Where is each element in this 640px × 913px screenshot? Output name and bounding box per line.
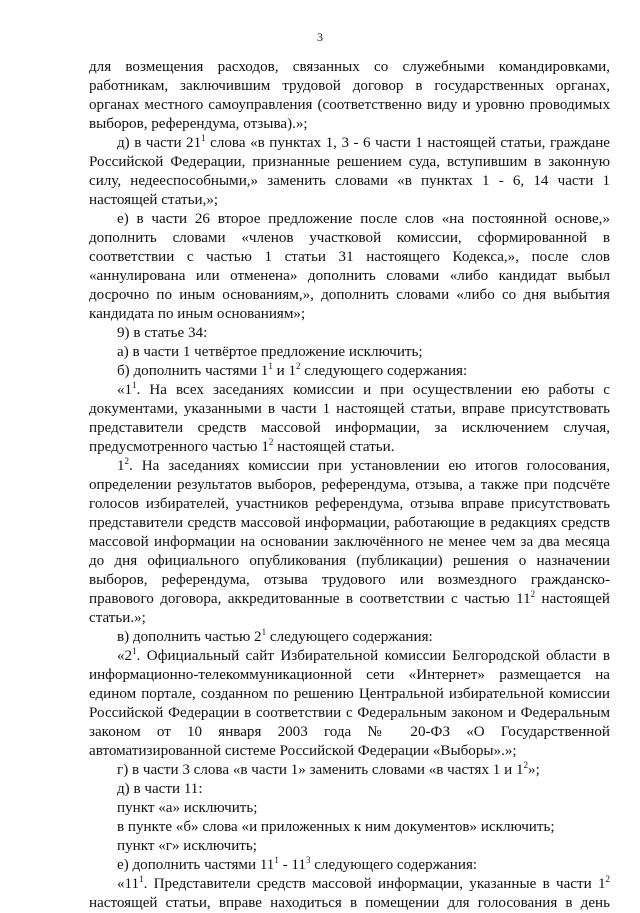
paragraph-item-d: [89, 134, 610, 210]
text-run: . Официальный сайт Избирательной комиссии Белгородской области в информационно-телекоммуникационной сети «Интернет» размещается на едином портале, созданном по решению Центральной избирательной комиссии Российской Федерации в соответствии с Федеральным законом и Федеральным законом от 10 января 2003 года № 20-ФЗ «О Государственной автоматизированной системе Российской Федерации «Выборы».»;: [89, 648, 610, 759]
text-run: »;: [528, 762, 540, 778]
text-run: пункт «а» исключить;: [117, 800, 258, 816]
text-run: г) в части 3 слова «в части 1» заменить словами «в частях 1 и 1: [117, 762, 524, 778]
paragraph-part-1-1: [89, 381, 610, 457]
superscript-index: 1: [132, 646, 137, 656]
text-run: настоящей статьи.»;: [89, 591, 611, 626]
text-run: настоящей статьи.: [273, 439, 395, 455]
text-run: следующего содержания:: [300, 363, 468, 379]
text-run: «1: [117, 382, 133, 398]
paragraph-item-b: [89, 362, 610, 381]
paragraph-part-1-2: [89, 457, 610, 628]
superscript-index: 2: [296, 361, 301, 371]
page-number: 3: [317, 30, 323, 44]
paragraph-continuation: [89, 58, 610, 134]
superscript-index: 1: [268, 361, 273, 371]
text-run: следующего содержания:: [310, 857, 478, 873]
text-run: настоящей статьи, вправе находиться в помещении для голосования в день: [89, 895, 610, 911]
superscript-index: 1: [274, 855, 279, 865]
text-run: «2: [117, 648, 133, 664]
superscript-index: 1: [201, 133, 206, 143]
superscript-index: 2: [605, 874, 610, 884]
paragraph-item-a: [89, 343, 610, 362]
superscript-index: 2: [523, 760, 529, 770]
text-run: д) в части 21: [117, 135, 202, 151]
paragraph-item-v: [89, 628, 610, 647]
text-run: . На всех заседаниях комиссии и при осуществлении ею работы с документами, указанными в части 1 настоящей статьи, вправе присутствовать представители средств массовой информации, за исключением случая, предусмотренного частью 1: [89, 382, 610, 455]
text-run: е) дополнить частями 11: [117, 857, 275, 873]
superscript-index: 1: [139, 874, 144, 884]
superscript-index: 1: [261, 627, 267, 637]
text-run: и 1: [272, 363, 297, 379]
text-run: слова «в пунктах 1, 3 - 6 части 1 настоящей статьи, граждане Российской Федерации, признанные решением суда, вступившим в законную силу, недееспособными,» заменить словами «в пунктах 1 - 6, 14 части 1 настоящей статьи,»;: [89, 135, 610, 208]
text-run: в пункте «б» слова «и приложенных к ним документов» исключить;: [117, 819, 555, 835]
text-run: 1: [117, 458, 125, 474]
text-run: для возмещения расходов, связанных со служебными командировками, работникам, заключившим трудовой договор в государственных органах, органах местного самоуправления (соответственно виду и уровню проводимых выборов, референдума, отзыва).»;: [89, 59, 610, 132]
text-run: а) в части 1 четвёртое предложение исключить;: [117, 344, 423, 360]
text-run: «11: [117, 876, 140, 892]
paragraph-item-g: [89, 761, 610, 780]
superscript-index: 2: [530, 589, 536, 599]
text-run: - 11: [278, 857, 306, 873]
paragraph-subitem-g: [89, 837, 610, 856]
text-run: б) дополнить частями 1: [117, 363, 269, 379]
superscript-index: 2: [124, 456, 130, 466]
superscript-index: 3: [305, 855, 311, 865]
paragraph-part-2-1: [89, 647, 610, 761]
text-run: д) в части 11:: [117, 781, 203, 797]
paragraph-item-9: [89, 324, 610, 343]
paragraph-subitem-b: [89, 818, 610, 837]
paragraph-part-11-1: [89, 875, 610, 913]
text-run: . На заседаниях комиссии при установлении ею итогов голосования, определении результатов выборов, референдума, отзыва, а также при подсчёте голосов избирателей, участников референдума, отзыва вправе присутствовать представители средств массовой информации, работающие в редакциях средств массовой информации на основании заключённого не менее чем за два месяца до дня официального опубликования (публикации) решения о назначении выборов, референдума, отзыва трудового или возмездного гражданско-правового договора, аккредитованные в соответствии с частью 11: [89, 458, 610, 607]
text-run: 9) в статье 34:: [117, 325, 208, 341]
text-run: следующего содержания:: [266, 629, 433, 645]
paragraph-item-d-part-11: [89, 780, 610, 799]
paragraph-subitem-a: [89, 799, 610, 818]
text-run: . Представители средств массовой информации, указанные в части 1: [143, 876, 606, 892]
text-run: е) в части 26 второе предложение после слов «на постоянной основе,» дополнить словами «членов участковой комиссии, сформированной в соответствии с частью 1 статьи 31 настоящего Кодекса,», после слов «аннулирована или отменена» дополнить словами «либо кандидат выбыл досрочно по иным основаниям,», дополнить словами «либо со дня выбытия кандидата по иным основаниям»;: [89, 211, 610, 322]
text-run: пункт «г» исключить;: [117, 838, 257, 854]
paragraph-item-e: [89, 210, 610, 324]
document-body: [89, 58, 610, 913]
text-run: в) дополнить частью 2: [117, 629, 262, 645]
paragraph-item-e-parts-11: [89, 856, 610, 875]
superscript-index: 2: [268, 437, 274, 447]
superscript-index: 1: [132, 380, 137, 390]
